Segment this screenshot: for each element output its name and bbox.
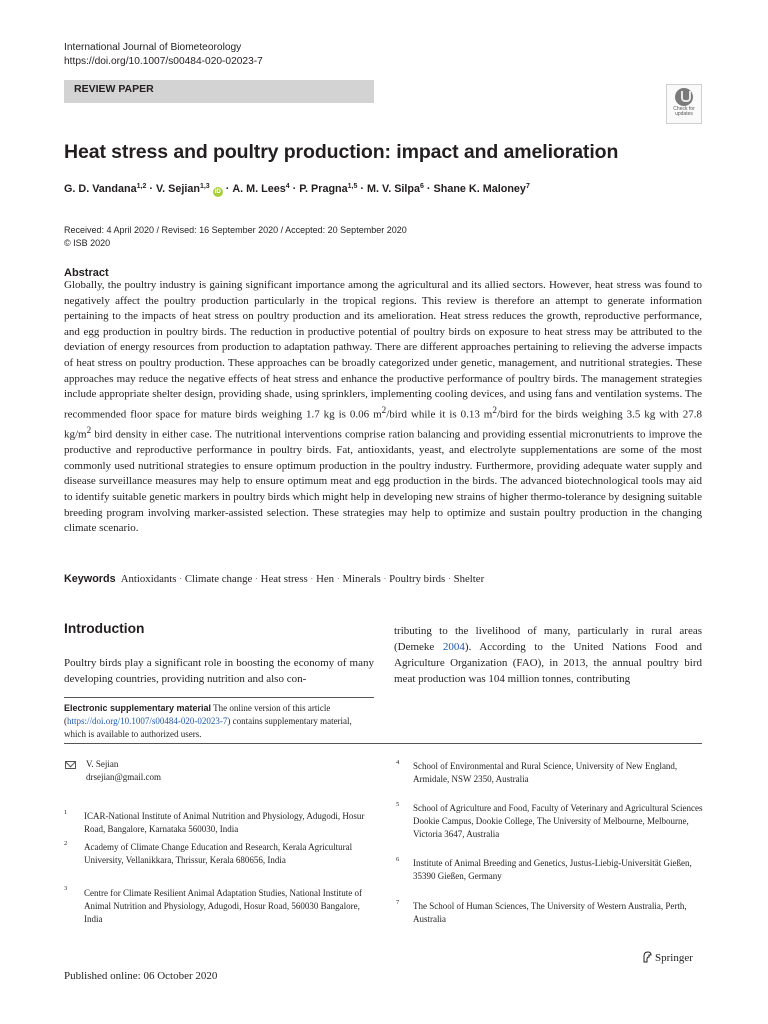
journal-name: International Journal of Biometeorology xyxy=(64,42,242,53)
journal-header xyxy=(64,41,263,69)
affiliation-number: 5 xyxy=(396,801,400,808)
publisher-logo[interactable] xyxy=(642,951,693,964)
separator-dot: · xyxy=(225,183,230,195)
author[interactable]: M. V. Silpa$^6$ xyxy=(367,183,424,195)
affiliation-1: ICAR-National Institute of Animal Nutrition and Physiology, Adugodi, Hosur Road, Bangalore, Karnataka 560030, India xyxy=(84,811,365,834)
keyword: Shelter xyxy=(453,573,485,585)
affiliation-number: 2 xyxy=(64,840,68,847)
separator-dot: · xyxy=(360,183,364,195)
separator-dot: · xyxy=(292,183,297,195)
publisher-name: Springer xyxy=(655,952,693,964)
article-title: Heat stress and poultry production: impact and amelioration xyxy=(64,141,619,163)
divider xyxy=(64,743,702,744)
author-list xyxy=(64,183,530,197)
affiliation-number: 6 xyxy=(396,856,400,863)
corresponding-author xyxy=(86,758,376,784)
keyword: Minerals xyxy=(342,573,381,585)
affiliation-6: Institute of Animal Breeding and Genetics, Justus-Liebig-Universität Gießen, 35390 Gießen, Germany xyxy=(413,858,692,881)
affiliation-number: 3 xyxy=(64,885,68,892)
citation-link[interactable]: 2004 xyxy=(442,641,465,653)
corresponding-email[interactable]: drsejian@gmail.com xyxy=(86,772,162,782)
abstract-heading: Abstract xyxy=(64,267,109,279)
keywords-label: Keywords xyxy=(64,573,116,585)
keywords: Keywords Antioxidants · Climate change · Heat stress · Hen · Minerals · Poultry birds · Shelter xyxy=(64,573,485,585)
supplementary-doi-link[interactable]: https://doi.org/10.1007/s00484-020-02023-7 xyxy=(67,716,228,726)
keyword: Hen xyxy=(316,573,335,585)
author[interactable]: A. M. Lees$^4$ xyxy=(232,183,290,195)
check-updates-line1: Check for xyxy=(673,106,695,112)
supplementary-note: Electronic supplementary material The online version of this article (https://doi.org/10.1007/s00484-020-02023-7) contains supplementary material, which is available to authorized users. xyxy=(64,703,352,739)
copyright-line: © ISB 2020 xyxy=(64,238,111,248)
bookmark-icon xyxy=(675,88,693,106)
article-dates xyxy=(64,224,407,250)
separator-dot: · xyxy=(426,183,431,195)
introduction-left-column: Poultry birds play a significant role in boosting the economy of many developing countries, providing nutrition and also con- xyxy=(64,657,374,685)
published-online-date: Published online: 06 October 2020 xyxy=(64,970,218,982)
springer-horse-icon xyxy=(642,951,652,963)
author[interactable]: P. Pragna$^{1,5}$ xyxy=(299,183,358,195)
affiliation-4: School of Environmental and Rural Science, University of New England, Armidale, NSW 2350, Australia xyxy=(413,761,678,784)
affiliation-5: School of Agriculture and Food, Faculty of Veterinary and Agricultural Sciences Dookie Campus, Dookie College, The University of Melbourne, Melbourne, Victoria 3647, Australia xyxy=(413,803,703,839)
separator-dot: · xyxy=(149,183,153,195)
copyright-icon: © xyxy=(64,238,71,248)
author[interactable]: G. D. Vandana$^{1,2}$ xyxy=(64,183,147,195)
affiliation-number: 4 xyxy=(396,759,400,766)
affiliation-number: 1 xyxy=(64,809,68,816)
keyword: Heat stress xyxy=(260,573,308,585)
esm-label: Electronic supplementary material xyxy=(64,703,212,713)
check-updates-line2: updates xyxy=(675,111,693,117)
keyword: Antioxidants xyxy=(120,573,177,585)
affiliation-7: The School of Human Sciences, The University of Western Australia, Perth, Australia xyxy=(413,901,687,924)
author[interactable]: V. Sejian$^{1,3}$ xyxy=(155,183,210,195)
orcid-icon[interactable]: iD xyxy=(214,188,221,195)
corresponding-name: V. Sejian xyxy=(86,759,119,769)
check-for-updates-button[interactable] xyxy=(666,84,702,124)
divider xyxy=(64,697,374,698)
envelope-icon xyxy=(65,761,76,769)
abstract-text: Globally, the poultry industry is gaining significant importance among the agricultural and its allied sectors. However, heat stress was found to negatively affect the poultry production particularly in the tropical regions. This review is therefore an attempt to generate information pertaining to the impacts of heat stress on poultry production and its amelioration. Heat stress reduces the growth, reproductive performance, and egg production in poultry birds. The reduction in productive potential of poultry birds on exposure to heat stress may be attributed to the deviation of energy resources from production to adaptation pathway. There are different approaches pertaining to relieving the adverse impacts of heat stress on poultry production. These approaches can be broadly categorized under genetic, management, and nutritional strategies. These approaches may reduce the negative effects of heat stress and enhance the productive performance of poultry birds. The management strategies include appropriate shelter design, providing shade, using sprinklers, implementing cooling devices, and using fans and ventilation systems. The recommended floor space for mature birds weighing 1.7 kg is 0.06 $m^2$/bird while it is 0.13 $m^2$/bird for the birds weighing 3.5 kg with 27.8 $kg/m^2$ bird density in either case. The nutritional interventions comprise ration balancing and providing essential micronutrients to improve the productive and reproductive performance in poultry birds. Fat, antioxidants, yeast, and electrolyte supplementations are some of the most commonly used nutritional strategies to ensure optimum production in the poultry industry. Furthermore, providing adequate water supply and disease surveillance measures may help to ensure optimum meat and egg production in the birds. The advanced biotechnological tools may aid to identify suitable genetic markers in poultry birds which might help in developing new strains of higher thermo-tolerance by designing suitable breeding program involving marker-assisted selection. These strategies may help to optimize and sustain poultry production in the changing climate scenario. xyxy=(64,279,702,535)
affiliation-3: Centre for Climate Resilient Animal Adaptation Studies, National Institute of Animal Nutrition and Physiology, Adugodi, Hosur Road, 560030 Bangalore, India xyxy=(84,888,362,924)
review-paper-label: REVIEW PAPER xyxy=(64,80,374,103)
affiliation-2: Academy of Climate Change Education and Research, Kerala Agricultural University, Vellanikkara, Thrissur, Kerala 680656, India xyxy=(84,842,353,865)
introduction-heading: Introduction xyxy=(64,621,145,636)
author[interactable]: Shane K. Maloney$^7$ xyxy=(433,183,530,195)
history-dates: Received: 4 April 2020 / Revised: 16 September 2020 / Accepted: 20 September 2020 xyxy=(64,225,407,235)
keyword: Climate change xyxy=(184,573,253,585)
keyword: Poultry birds xyxy=(389,573,446,585)
journal-doi[interactable]: https://doi.org/10.1007/s00484-020-02023-7 xyxy=(64,56,263,67)
affiliation-number: 7 xyxy=(396,899,400,906)
introduction-right-column: tributing to the livelihood of many, particularly in rural areas (Demeke 2004). According to the United Nations Food and Agriculture Organization (FAO), in 2013, the annual poultry bird meat production was 104 million tonnes, contributing xyxy=(394,625,703,685)
